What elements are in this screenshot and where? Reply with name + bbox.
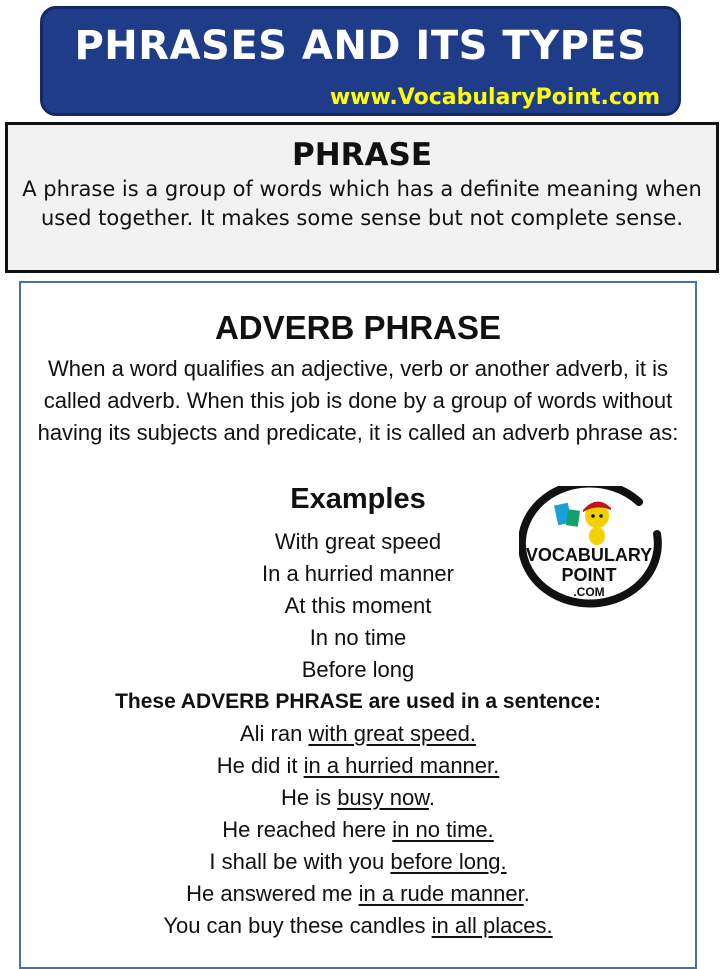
mascot-eye-icon [599, 514, 603, 518]
logo-text-line2: POINT [561, 565, 617, 585]
sentence-item [21, 814, 695, 846]
adverb-phrase-underlined: busy now [337, 785, 429, 810]
sentence-item [21, 782, 695, 814]
sentence-text: Ali ran [239, 721, 309, 746]
sentence-item [21, 718, 695, 750]
logo-text-line1: VOCABULARY [525, 545, 653, 565]
mascot-eye-icon [591, 514, 595, 518]
adverb-phrase-underlined: in a hurried manner. [303, 753, 500, 778]
adverb-phrase-underlined: with great speed. [308, 721, 477, 746]
example-item: In no time [309, 625, 407, 650]
sentence-text: He did it [216, 753, 304, 778]
sentence-item [21, 750, 695, 782]
example-item: At this moment [284, 593, 432, 618]
example-item: Before long [301, 657, 415, 682]
vocabulary-point-logo [519, 486, 667, 618]
adverb-phrase-underlined: in no time. [392, 817, 494, 842]
adverb-phrase-underlined: before long. [390, 849, 507, 874]
example-item: With great speed [274, 529, 442, 554]
mascot-body-icon [589, 527, 605, 545]
phrase-definition-box [5, 122, 719, 273]
sentence-text: He is [280, 785, 338, 810]
sentence-item [21, 910, 695, 942]
sentence-item [21, 878, 695, 910]
adverb-phrase-box [19, 281, 697, 969]
sentence-item [21, 846, 695, 878]
site-url: www.VocabularyPoint.com [329, 85, 660, 110]
adverb-phrase-underlined: in all places. [431, 913, 553, 938]
book-icon [566, 509, 580, 527]
phrase-definition: A phrase is a group of words which has a definite meaning when used together. It makes some sense but not complete sense. [22, 177, 702, 230]
page-title: PHRASES AND ITS TYPES [74, 23, 647, 69]
sentences-list [21, 718, 695, 942]
adverb-phrase-definition: When a word qualifies an adjective, verb or another adverb, it is called adverb. When this job is done by a group of words without having its subjects and predicate, it is called an adverb phrase as: [37, 356, 679, 445]
sentence-end: . [428, 785, 436, 810]
sentence-text: He reached here [222, 817, 393, 842]
sentence-end: . [523, 881, 530, 906]
example-item: In a hurried manner [262, 561, 454, 586]
logo-text-line3: .COM [573, 585, 605, 599]
adverb-phrase-heading: ADVERB PHRASE [214, 309, 502, 346]
sentences-heading: These ADVERB PHRASE are used in a sentence: [115, 690, 601, 713]
sentence-text: You can buy these candles [163, 913, 432, 938]
sentence-text: He answered me [186, 881, 359, 906]
examples-heading: Examples [290, 483, 426, 515]
sentence-text: I shall be with you [209, 849, 391, 874]
adverb-phrase-underlined: in a rude manner [358, 881, 524, 906]
header-banner [40, 6, 681, 116]
phrase-heading: PHRASE [291, 137, 433, 173]
